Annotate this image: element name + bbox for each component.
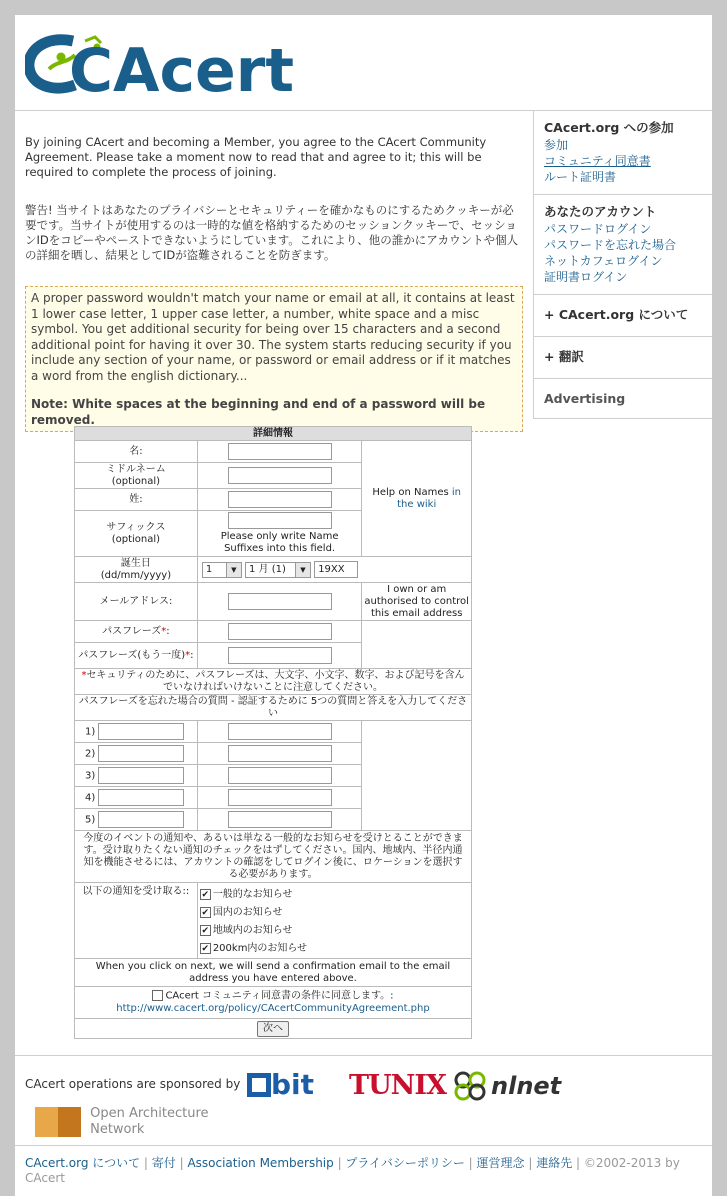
notify-regional-label: 地域内のお知らせ (212, 925, 293, 936)
sidebar-advertising-title: Advertising (544, 391, 626, 406)
password-whitespace-note: Note: White spaces at the beginning and end of a password will be removed. (31, 397, 486, 427)
checkbox-checked-icon[interactable]: ✔ (201, 943, 210, 954)
sponsor-bit-text: bit (271, 1068, 315, 1101)
lost-pass-title: パスフレーズを忘れた場合の質問 - 認証するために 5つの質問と答えを入力してください (75, 695, 472, 721)
email-note: I own or am authorised to control this email address (362, 583, 472, 621)
sponsor-nlnet-text: nlnet (491, 1072, 562, 1100)
notify-radius-option[interactable] (200, 940, 469, 958)
sponsor-bit-logo[interactable] (247, 1068, 314, 1101)
footer-link-contact[interactable]: 連絡先 (536, 1156, 573, 1170)
q3-label: 3) (85, 770, 96, 782)
dob-label-cell (75, 557, 198, 583)
confirm-text: When you click on next, we will send a confirmation email to the email address you have entered above. (75, 959, 472, 987)
pass2-label-cell: パスフレーズ(もう一度)*: (75, 643, 198, 669)
agree-checkbox[interactable] (152, 990, 163, 1001)
bit-square-icon (247, 1073, 271, 1097)
sidebar-translate[interactable] (534, 337, 713, 379)
q1-label: 1) (85, 726, 96, 738)
pass-note-cell (75, 669, 472, 695)
sidebar-about[interactable] (534, 295, 713, 337)
mname-input[interactable] (228, 467, 332, 484)
question-3-input[interactable] (98, 767, 184, 784)
agree-text: CAcert コミュニティ同意書の条件に同意します。: (165, 990, 394, 1002)
required-mark: * (81, 669, 87, 681)
question-2-input[interactable] (98, 745, 184, 762)
agreement-link[interactable]: http://www.cacert.org/policy/CAcertCommunityAgreement.php (116, 1002, 430, 1014)
question-5-input[interactable] (98, 811, 184, 828)
checkbox-checked-icon[interactable]: ✔ (201, 925, 210, 936)
sponsor-area (15, 1055, 712, 1146)
mname-label: ミドルネーム (106, 463, 166, 475)
q4-label: 4) (85, 792, 96, 804)
cacert-logo[interactable] (25, 33, 297, 95)
names-help (362, 441, 472, 557)
answer-4-input[interactable] (228, 789, 332, 806)
checkbox-checked-icon[interactable]: ✔ (201, 889, 210, 900)
oan-square-icon (35, 1107, 81, 1137)
dob-label: 誕生日 (120, 557, 151, 569)
fname-label: 名: (75, 441, 198, 463)
pass-label-cell: パスフレーズ*: (75, 621, 198, 643)
page (15, 15, 712, 1196)
footer-link-donate[interactable]: 寄付 (151, 1156, 176, 1170)
dob-month-select[interactable] (245, 562, 311, 578)
mname-optional: (optional) (111, 475, 161, 487)
sponsor-tunix-logo[interactable]: TUNIX (349, 1070, 446, 1101)
answer-1-input[interactable] (228, 723, 332, 740)
wiki-link[interactable]: in the wiki (397, 486, 461, 510)
suffix-input[interactable] (228, 512, 332, 529)
pass-spacer (362, 621, 472, 669)
pass2-label: パスフレーズ(もう一度) (78, 649, 186, 661)
nlnet-knot-icon (451, 1068, 491, 1104)
header (15, 15, 712, 111)
answer-2-input[interactable] (228, 745, 332, 762)
chevron-down-icon: ▼ (226, 563, 241, 577)
sponsor-oan-line2: Network (90, 1122, 145, 1137)
password-advice-text: A proper password wouldn't match your name or email at all, it contains at least 1 lower case letter, 1 upper case letter, a number, white space and a misc symbol. You get additional security for being over 15 characters and a second additional point for having it over 30. The system starts reducing security if you include any section of your name, or password or email address or if it matches a word from the english dictionary... (31, 291, 515, 383)
footer-link-about[interactable]: CAcert.org について (25, 1156, 141, 1170)
notify-country-label: 国内のお知らせ (212, 907, 283, 918)
checkbox-checked-icon[interactable]: ✔ (201, 907, 210, 918)
footer: CAcert.org について | 寄付 | Association Membership | プライバシーポリシー | 運営理念 | 連絡先 | ©2002-2013 by CAcert (15, 1145, 712, 1186)
agreement-cell (75, 987, 472, 1019)
sidebar-account (534, 195, 713, 295)
answer-5-input[interactable] (228, 811, 332, 828)
chevron-down-icon: ▼ (295, 563, 310, 577)
dob-format: (dd/mm/yyyy) (100, 569, 172, 581)
logo-text: CAcert (69, 36, 294, 95)
sidebar-item-password-login[interactable]: パスワードログイン (544, 222, 652, 236)
fname-input[interactable] (228, 443, 332, 460)
question-4-input[interactable] (98, 789, 184, 806)
sponsor-oan-logo[interactable] (35, 1106, 209, 1138)
qa-spacer (362, 721, 472, 831)
notify-radius-label: 200km内のお知らせ (212, 943, 308, 954)
suffix-optional: (optional) (111, 533, 161, 545)
sidebar-about-title[interactable]: + CAcert.org について (544, 307, 689, 322)
dob-month-value: 1 月 (1) (249, 563, 286, 575)
sidebar-item-cert-login[interactable]: 証明書ログイン (544, 270, 628, 284)
q2-label: 2) (85, 748, 96, 760)
pass-note: セキュリティのために、パスフレーズは、大文字、小文字、数字、および記号を含んでいなければいけないことに注意してください。 (86, 669, 465, 693)
notify-general-option[interactable] (200, 886, 469, 904)
sidebar-item-netcafe-login[interactable]: ネットカフェログイン (544, 254, 663, 268)
sidebar-account-title: あなたのアカウント (544, 204, 657, 219)
mname-label-cell (75, 463, 198, 489)
sidebar-join-title: CAcert.org への参加 (544, 120, 674, 135)
notify-regional-option[interactable] (200, 922, 469, 940)
notify-general-label: 一般的なお知らせ (212, 889, 293, 900)
email-input[interactable] (228, 593, 332, 610)
sponsor-nlnet-logo[interactable] (451, 1068, 561, 1104)
dob-day-value: 1 (205, 563, 213, 575)
sidebar (533, 111, 713, 419)
intro-paragraph: By joining CAcert and becoming a Member, you agree to the CAcert Community Agreement. Please take a moment now to read that and agree to it; this will be required to complete the process of joining. (25, 135, 487, 179)
pass2-input[interactable] (228, 647, 332, 664)
suffix-note: Please only write Name Suffixes into this field. (220, 531, 339, 554)
lname-label: 姓: (75, 489, 198, 511)
required-mark: * (161, 625, 167, 637)
dob-day-select[interactable] (202, 562, 242, 578)
sidebar-item-root-cert[interactable]: ルート証明書 (544, 170, 617, 184)
sidebar-translate-title[interactable]: + 翻訳 (544, 349, 584, 364)
answer-3-input[interactable] (228, 767, 332, 784)
footer-link-principles[interactable]: 運営理念 (476, 1156, 525, 1170)
help-names-text: Help on Names (372, 486, 449, 498)
sidebar-item-forgot-password[interactable]: パスワードを忘れた場合 (544, 238, 677, 252)
sponsor-oan-line1: Open Architecture (90, 1106, 209, 1121)
notify-text: 今度のイベントの通知や、あるいは単なる一般的なお知らせを受けとることができます。受け取りたくない通知のチェックをはずしてください。国内、地域内、半径内通知を機能させるには、アカウントの確認をしてログイン後に、ロケーションを選択する必要があります。 (75, 831, 472, 883)
main-content (15, 111, 533, 1056)
sidebar-join (534, 111, 713, 195)
pass-label: パスフレーズ (102, 625, 162, 637)
dob-year-input[interactable]: 19XX (314, 561, 358, 578)
required-mark: * (185, 649, 191, 661)
footer-link-privacy[interactable]: プライバシーポリシー (345, 1156, 465, 1170)
signup-form (74, 426, 472, 1039)
notify-country-option[interactable] (200, 904, 469, 922)
suffix-label: サフィックス (106, 521, 166, 533)
question-1-input[interactable] (98, 723, 184, 740)
q5-label: 5) (85, 814, 96, 826)
lname-input[interactable] (228, 491, 332, 508)
suffix-label-cell (75, 511, 198, 557)
sidebar-item-community-agreement[interactable]: コミュニティ同意書 (544, 154, 651, 168)
next-button[interactable]: 次へ (257, 1021, 289, 1037)
sponsor-text: CAcert operations are sponsored by (25, 1077, 241, 1091)
email-label: メールアドレス: (75, 583, 198, 621)
form-header: 詳細情報 (75, 427, 472, 441)
footer-copyright: ©2002-2013 by CAcert (25, 1156, 680, 1185)
receive-label: 以下の通知を受け取る:: (75, 883, 198, 959)
footer-link-membership[interactable]: Association Membership (187, 1156, 334, 1170)
sidebar-advertising (534, 379, 713, 419)
cookie-warning: 警告! 当サイトはあなたのプライバシーとセキュリティーを確かなものにするためクッキーが必要です。当サイトが使用するのは一時的な値を格納するためのセッションクッキーで、セッションIDをコピーやペーストできないようにしています。これにより、他の誰かにアカウントや個人の詳細を晒し、結果としてIDが盗難されることを防ぎます。 (25, 203, 519, 262)
password-advice-box (25, 286, 523, 432)
sidebar-item-join[interactable]: 参加 (544, 138, 569, 152)
pass-input[interactable] (228, 623, 332, 640)
